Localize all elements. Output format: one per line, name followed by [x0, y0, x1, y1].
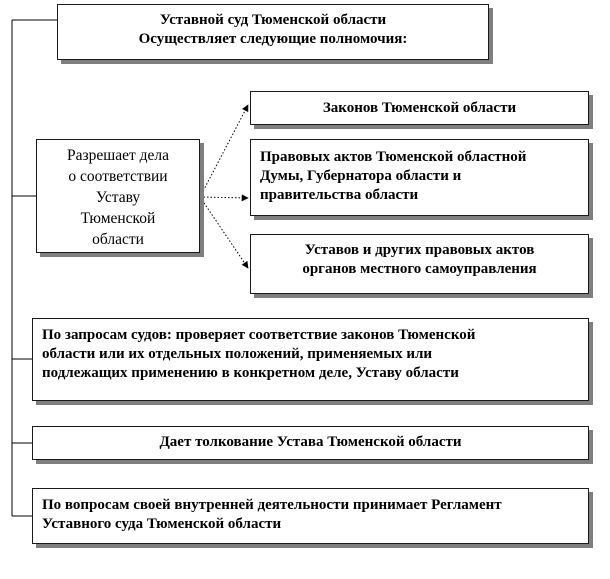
- arrow-to-charters: [200, 197, 248, 268]
- charters-line: органов местного самоуправления: [302, 261, 537, 277]
- main-power-line: Тюменской: [80, 210, 156, 227]
- courts-power-box: [32, 318, 589, 401]
- charters-box: [250, 234, 589, 294]
- interpretation-label: Дает толкование Устава Тюменской области: [159, 434, 462, 450]
- root-subtitle: Осуществляет следующие полномочия:: [138, 31, 408, 47]
- arrow-to-acts: [200, 197, 248, 198]
- main-power-box: [36, 139, 200, 253]
- main-power-line: о соответствии: [68, 168, 168, 185]
- acts-line: Думы, Губернатора области и: [260, 168, 462, 184]
- laws-label: Законов Тюменской области: [322, 100, 517, 116]
- main-power-line: Уставу: [95, 189, 141, 206]
- acts-line: правительства области: [260, 187, 419, 203]
- internal-power-line: По вопросам своей внутренней деятельности принимает Регламент: [42, 497, 502, 513]
- charters-line: Уставов и других правовых актов: [304, 242, 535, 258]
- internal-power-line: Уставного суда Тюменской области: [42, 516, 282, 532]
- courts-power-line: области или их отдельных положений, применяемых или: [42, 346, 433, 362]
- acts-box: [250, 139, 589, 216]
- main-power-line: области: [92, 231, 144, 248]
- laws-box: [250, 91, 589, 125]
- internal-power-box: [32, 488, 589, 544]
- interpretation-box: [32, 426, 589, 460]
- courts-power-line: подлежащих применению в конкретном деле, Уставу области: [42, 365, 459, 381]
- root-title: Уставной суд Тюменской области: [159, 12, 387, 28]
- main-power-line: Разрешает дела: [67, 147, 169, 164]
- arrow-to-laws: [200, 105, 248, 197]
- root-box: [57, 4, 489, 60]
- courts-power-line: По запросам судов: проверяет соответствие законов Тюменской: [42, 327, 476, 343]
- acts-line: Правовых актов Тюменской областной: [260, 149, 527, 165]
